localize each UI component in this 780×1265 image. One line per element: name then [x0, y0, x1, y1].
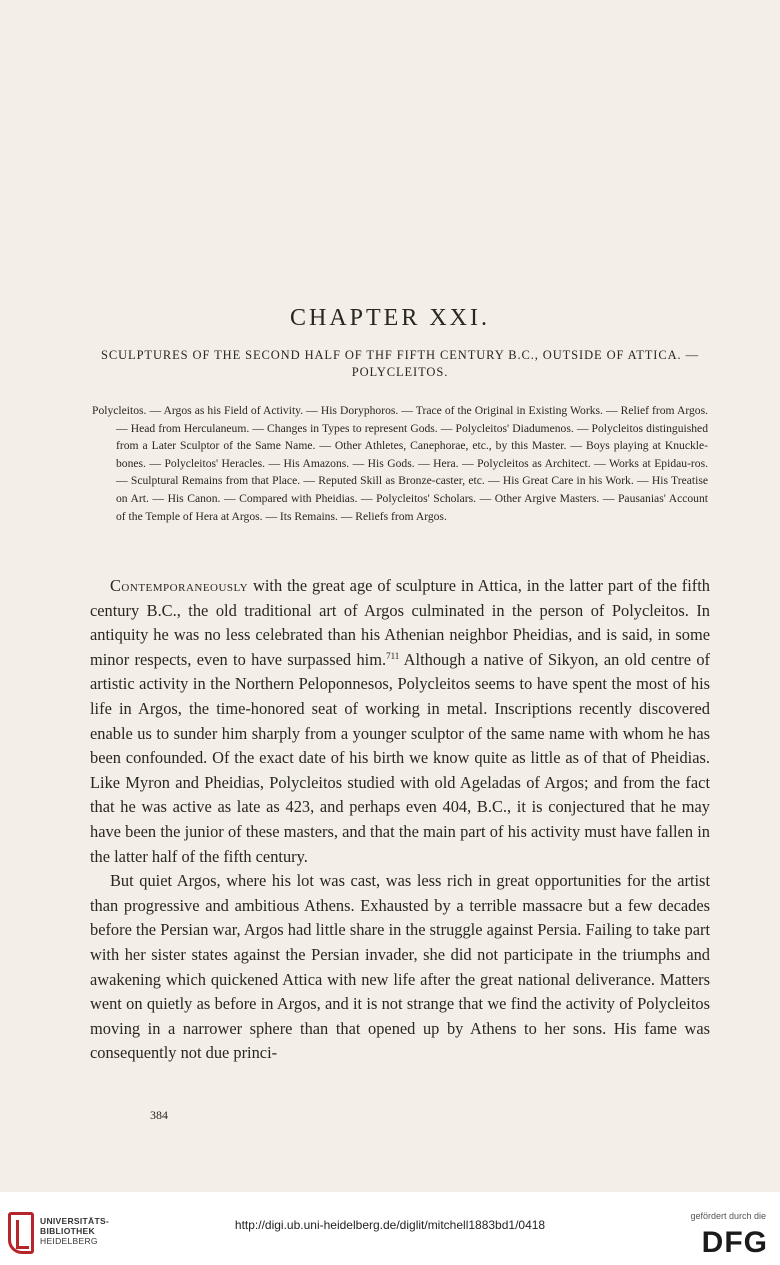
dfg-logo[interactable]: DFG — [701, 1226, 768, 1259]
library-line-2: BIBLIOTHEK — [40, 1226, 95, 1236]
page-number: 384 — [150, 1108, 168, 1122]
chapter-subtitle: SCULPTURES OF THE SECOND HALF OF THF FIFTH CENTURY B.C., OUTSIDE OF ATTICA. — POLYCLEITOS. — [101, 348, 699, 379]
funded-by-label: gefördert durch die — [690, 1211, 766, 1221]
paragraph-1-part-b: Although a native of Sikyon, an old centre of artistic activity in the Northern Peloponnesos, Polycleitos seems to have spent the most of his life in Argos, the time-honored seat of working in metal. Inscriptions recently discovered enable us to sunder him sharply from a younger sculptor of the same name with whom he has been confounded. Of the exact date of his birth we know quite as little as of that of Pheidias. Like Myron and Pheidias, Polycleitos studied with old Ageladas of Argos; and from the fact that he was active as late as 423, and perhaps even 404, B.C., it is conjectured that he may have been the junior of these masters, and that the main part of his activity must have fallen in the latter half of the fifth century. — [90, 649, 710, 866]
library-line-1: UNIVERSITÄTS- — [40, 1216, 110, 1226]
lead-word: Contemporaneously — [110, 576, 249, 595]
chapter-synopsis: Polycleitos. — Argos as his Field of Activity. — His Doryphoros. — Trace of the Original in Existing Works. — Relief from Argos. — Head from Herculaneum. — Changes in Types to represent Gods. — Polycleitos' Diadumenos. — Polycleitos distinguished from a Later Sculptor of the Same Name. — Other Athletes, Canephorae, etc., by this Master. — Boys playing at Knuckle-bones. — Polycleitos' Heracles. — His Amazons. — His Gods. — Hera. — Polycleitos as Architect. — Works at Epidau-ros. — Sculptural Remains from that Place. — Reputed Skill as Bronze-caster, etc. — His Great Care in his Work. — His Treatise on Art. — His Canon. — Compared with Pheidias. — Polycleitos' Scholars. — Other Argive Masters. — Pausanias' Account of the Temple of Hera at Argos. — Its Remains. — Reliefs from Argos. — [92, 404, 708, 523]
library-line-3: HEIDELBERG — [40, 1236, 98, 1246]
body-text — [90, 574, 710, 1066]
permalink-url[interactable]: http://digi.ub.uni-heidelberg.de/diglit/mitchell1883bd1/0418 — [234, 1218, 546, 1232]
paragraph-2: But quiet Argos, where his lot was cast, was less rich in great opportunities for the artist than progressive and ambitious Athens. Exhausted by a terrible massacre but a few decades before the Persian war, Argos had little share in the struggle against Persia. Failing to take part with her sister states against the Persian invader, she did not participate in the triumphs and awakening which quickened Attica with new life after the great national deliverance. Matters went on quietly as before in Argos, and it is not strange that we find the activity of Polycleitos moving in a narrower sphere than that opened up by Athens to her sons. His fame was consequently not due princi- — [90, 871, 710, 1063]
paragraph-1 — [90, 574, 710, 869]
chapter-title: CHAPTER XXI. — [289, 305, 490, 331]
paragraph-1-part-a: with the great age of sculpture in Attica, in the latter part of the fifth century B.C., the old traditional art of Argos culminated in the person of Polycleitos. In antiquity he was no less celebrated than his Athenian neighbor Pheidias, and is said, in some minor respects, even to have surpassed him. — [90, 576, 710, 669]
footnote-ref[interactable]: 711 — [386, 650, 400, 661]
